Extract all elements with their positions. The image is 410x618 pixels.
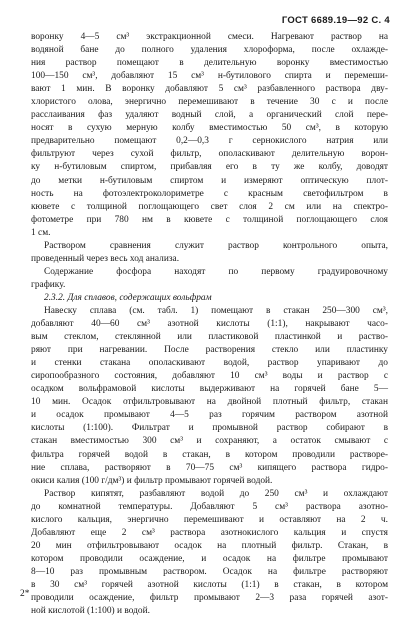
text-line: Добавляют еще 2 см³ раствора азотнокислого кальция и спустя — [31, 527, 388, 538]
text-line: ние сплава, растворяют в 70—75 см³ кипящего раствора гидро- — [31, 462, 388, 473]
text-line: Содержание фосфора находят по первому градуировочному — [44, 266, 388, 277]
text-line: в 30 см³ горячей азотной кислоты (1:1) в стакан, в котором — [31, 579, 388, 590]
text-line: ния раствор помещают в делительную воронку вместимостью — [31, 58, 388, 69]
text-line: водяной бане до полного удаления хлороформа, после охлажде- — [31, 45, 388, 56]
text-line: до комнатной температуры. Добавляют 5 см³ раствора азотно- — [31, 501, 388, 512]
text-line: окиси калия (100 г/дм³) и фильтр промывают горячей водой. — [31, 475, 273, 486]
text-line: 8—10 раз промывным раствором. Осадок на фильтре растворяют — [31, 566, 388, 577]
text-line: вают 1 мин. В воронку добавляют 5 см³ разбавленного раствора дву- — [31, 84, 388, 95]
text-line: 1 см. — [31, 227, 51, 238]
text-line: хлористого олова, энергично перемешивают в течение 30 с и после — [31, 97, 388, 108]
text-line: вым стеклом, стеклянной или пластиковой пластинкой и раство- — [31, 332, 388, 343]
text-line: ку н-бутиловым спиртом, прибавляя его в ту же колбу, доводят — [31, 162, 388, 173]
text-line: проведенный через весь ход анализа. — [31, 253, 180, 264]
text-line: воронку 4—5 см³ экстракционной смеси. Нагревают раствор на — [31, 32, 388, 42]
text-line: стакан вместимостью 300 см³ и сохраняют, а остаток смывают с — [31, 436, 388, 447]
text-line: и осадок промывают 4—5 раз горячим раствором азотной — [31, 410, 388, 421]
text-line: сиропообразного состояния, добавляют 10 см³ воды и раствор с — [31, 371, 388, 382]
text-line: до метки н-бутиловым спиртом и измеряют оптическую плот- — [31, 175, 388, 186]
text-line: и стенки стакана ополаскивают водой, раствор упаривают до — [31, 358, 388, 369]
text-line: осадком вольфрамовой кислоты выдерживают на горячей бане 5— — [31, 384, 388, 395]
text-line: 20 мин отфильтровывают осадок на плотный фильтр. Стакан, в — [31, 540, 388, 551]
text-line: Раствор кипятят, разбавляют водой до 250 см³ и охлаждают — [44, 488, 388, 499]
text-line: Раствором сравнения служит раствор контрольного опыта, — [44, 240, 388, 251]
text-line: графику. — [31, 279, 66, 290]
text-line: фильтруют через сухой фильтр, ополаскивают делительную ворон- — [31, 149, 388, 160]
text-line: носят в сухую мерную колбу вместимостью 50 см³, в которую — [31, 123, 388, 134]
text-line: котором проводили осаждение, и осадок на фильтре промывают — [31, 553, 388, 564]
text-line: ряют при нагревании. После растворения стекло или пластинку — [31, 345, 388, 356]
text-line: проводили осаждение, фильтр промывают 2—3 раза горячей азот- — [31, 593, 388, 604]
text-line: Навеску сплава (см. табл. 1) помещают в стакан 250—300 см³, — [44, 305, 388, 316]
text-line: кювете с толщиной поглощающего свет слоя 2 см или на спектро- — [31, 201, 388, 212]
text-line: добавляют 40—60 см³ азотной кислоты (1:1), накрывают часо- — [31, 319, 388, 330]
document-body — [31, 31, 388, 618]
page-header: ГОСТ 6689.19—92 С. 4 — [281, 15, 390, 26]
text-line: 100—150 см³, добавляют 15 см³ н-бутилового спирта и перемеши- — [31, 71, 388, 82]
text-line: кислого кальция, энергично перемешивают и оставляют на 2 ч. — [31, 514, 388, 525]
text-line: предварительно помещают 0,2—0,3 г сернокислого натрия или — [31, 136, 388, 147]
text-line: кислоты (1:100). Фильтрат и промывной раствор собирают в — [31, 423, 388, 434]
section-title: 2.3.2. Для сплавов, содержащих вольфрам — [44, 292, 212, 303]
text-line: ной кислотой (1:100) и водой. — [31, 606, 150, 617]
text-line: фильтра горячей водой в стакан, в котором проводили растворе- — [31, 449, 388, 460]
text-line: 10 мин. Осадок отфильтровывают на двойной плотный фильтр, стакан — [31, 397, 388, 408]
text-line: ность на фотоэлектроколориметре с красным светофильтром в — [31, 188, 388, 199]
text-line: расслаивания фаз удаляют водный слой, а органический слой пере- — [31, 110, 388, 121]
signature-mark: 2* — [20, 589, 30, 599]
text-line: фотометре при 780 нм в кювете с толщиной поглощающего слоя — [31, 214, 388, 225]
